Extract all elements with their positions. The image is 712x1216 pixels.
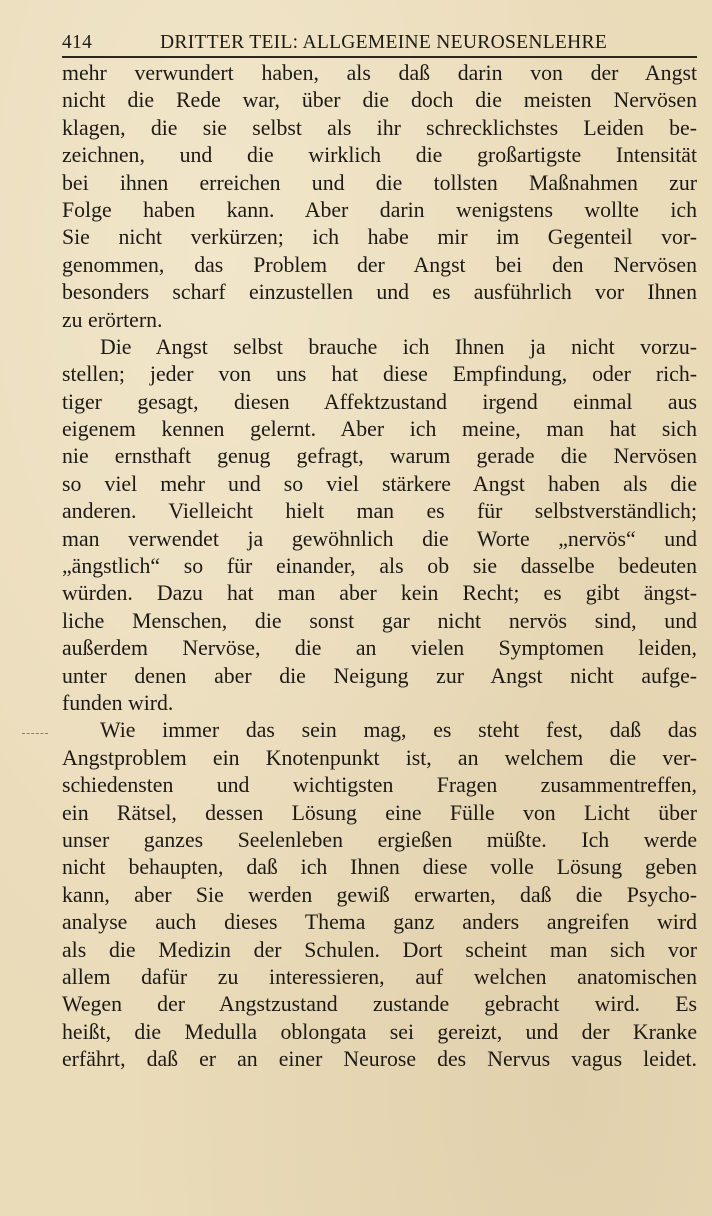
text-line: Wie immer das sein mag, es steht fest, daß das <box>100 718 697 743</box>
running-title: DRITTER TEIL: ALLGEMEINE NEUROSENLEHRE <box>160 32 608 53</box>
paragraph-1 <box>62 60 697 334</box>
paragraph-3 <box>62 717 697 1073</box>
page-number: 414 <box>62 32 93 53</box>
text-line: ein Rätsel, dessen Lösung eine Fülle von Licht über <box>62 800 697 825</box>
text-line: Sie nicht verkürzen; ich habe mir im Gegenteil vor- <box>62 225 697 250</box>
text-line: so viel mehr und so viel stärkere Angst haben als die <box>62 471 697 496</box>
text-line: allem dafür zu interessieren, auf welchen anatomischen <box>62 964 697 989</box>
text-line: würden. Dazu hat man aber kein Recht; es gibt ängst- <box>62 581 697 606</box>
text-line: klagen, die sie selbst als ihr schrecklichstes Leiden be- <box>62 115 697 140</box>
text-line: Angstproblem ein Knotenpunkt ist, an welchem die ver- <box>62 745 697 770</box>
text-line: heißt, die Medulla oblongata sei gereizt, und der Kranke <box>62 1019 697 1044</box>
text-line: analyse auch dieses Thema ganz anders angreifen wird <box>62 910 697 935</box>
text-line: erfährt, daß er an einer Neurose des Nervus vagus leidet. <box>62 1047 697 1072</box>
body-text <box>62 60 697 1073</box>
text-line: als die Medizin der Schulen. Dort scheint man sich vor <box>62 937 697 962</box>
text-line: unser ganzes Seelenleben ergießen müßte. Ich werde <box>62 827 697 852</box>
text-line: Die Angst selbst brauche ich Ihnen ja nicht vorzu- <box>100 334 697 359</box>
text-line: besonders scharf einzustellen und es ausführlich vor Ihnen <box>62 280 697 305</box>
text-line: stellen; jeder von uns hat diese Empfindung, oder rich- <box>62 362 697 387</box>
margin-pencil-mark <box>22 733 48 736</box>
text-line: funden wird. <box>62 690 174 715</box>
text-line: kann, aber Sie werden gewiß erwarten, daß die Psycho- <box>62 882 697 907</box>
text-line: nicht behaupten, daß ich Ihnen diese volle Lösung geben <box>62 855 697 880</box>
text-line: zu erörtern. <box>62 307 163 332</box>
text-line: außerdem Nervöse, die an vielen Symptomen leiden, <box>62 636 697 661</box>
text-line: schiedensten und wichtigsten Fragen zusammentreffen, <box>62 773 697 798</box>
text-line: zeichnen, und die wirklich die großartigste Intensität <box>62 143 697 168</box>
text-line: nicht die Rede war, über die doch die meisten Nervösen <box>62 88 697 113</box>
text-line: Wegen der Angstzustand zustande gebracht wird. Es <box>62 992 697 1017</box>
text-line: man verwendet ja gewöhnlich die Worte „nervös“ und <box>62 526 697 551</box>
text-line: eigenem kennen gelernt. Aber ich meine, man hat sich <box>62 417 697 442</box>
paragraph-2 <box>62 334 697 717</box>
text-line: genommen, das Problem der Angst bei den Nervösen <box>62 252 697 277</box>
text-line: „ängstlich“ so für einander, als ob sie dasselbe bedeuten <box>62 554 697 579</box>
text-line: anderen. Vielleicht hielt man es für selbstverständlich; <box>62 499 697 524</box>
text-line: mehr verwundert haben, als daß darin von der Angst <box>62 61 697 85</box>
text-line: unter denen aber die Neigung zur Angst nicht aufge- <box>62 663 697 688</box>
text-line: nie ernsthaft genug gefragt, warum gerade die Nervösen <box>62 444 697 469</box>
page-header <box>62 30 697 58</box>
text-line: liche Menschen, die sonst gar nicht nervös sind, und <box>62 608 697 633</box>
text-line: tiger gesagt, diesen Affektzustand irgend einmal aus <box>62 389 697 414</box>
text-line: bei ihnen erreichen und die tollsten Maßnahmen zur <box>62 170 697 195</box>
text-line: Folge haben kann. Aber darin wenigstens wollte ich <box>62 197 697 222</box>
